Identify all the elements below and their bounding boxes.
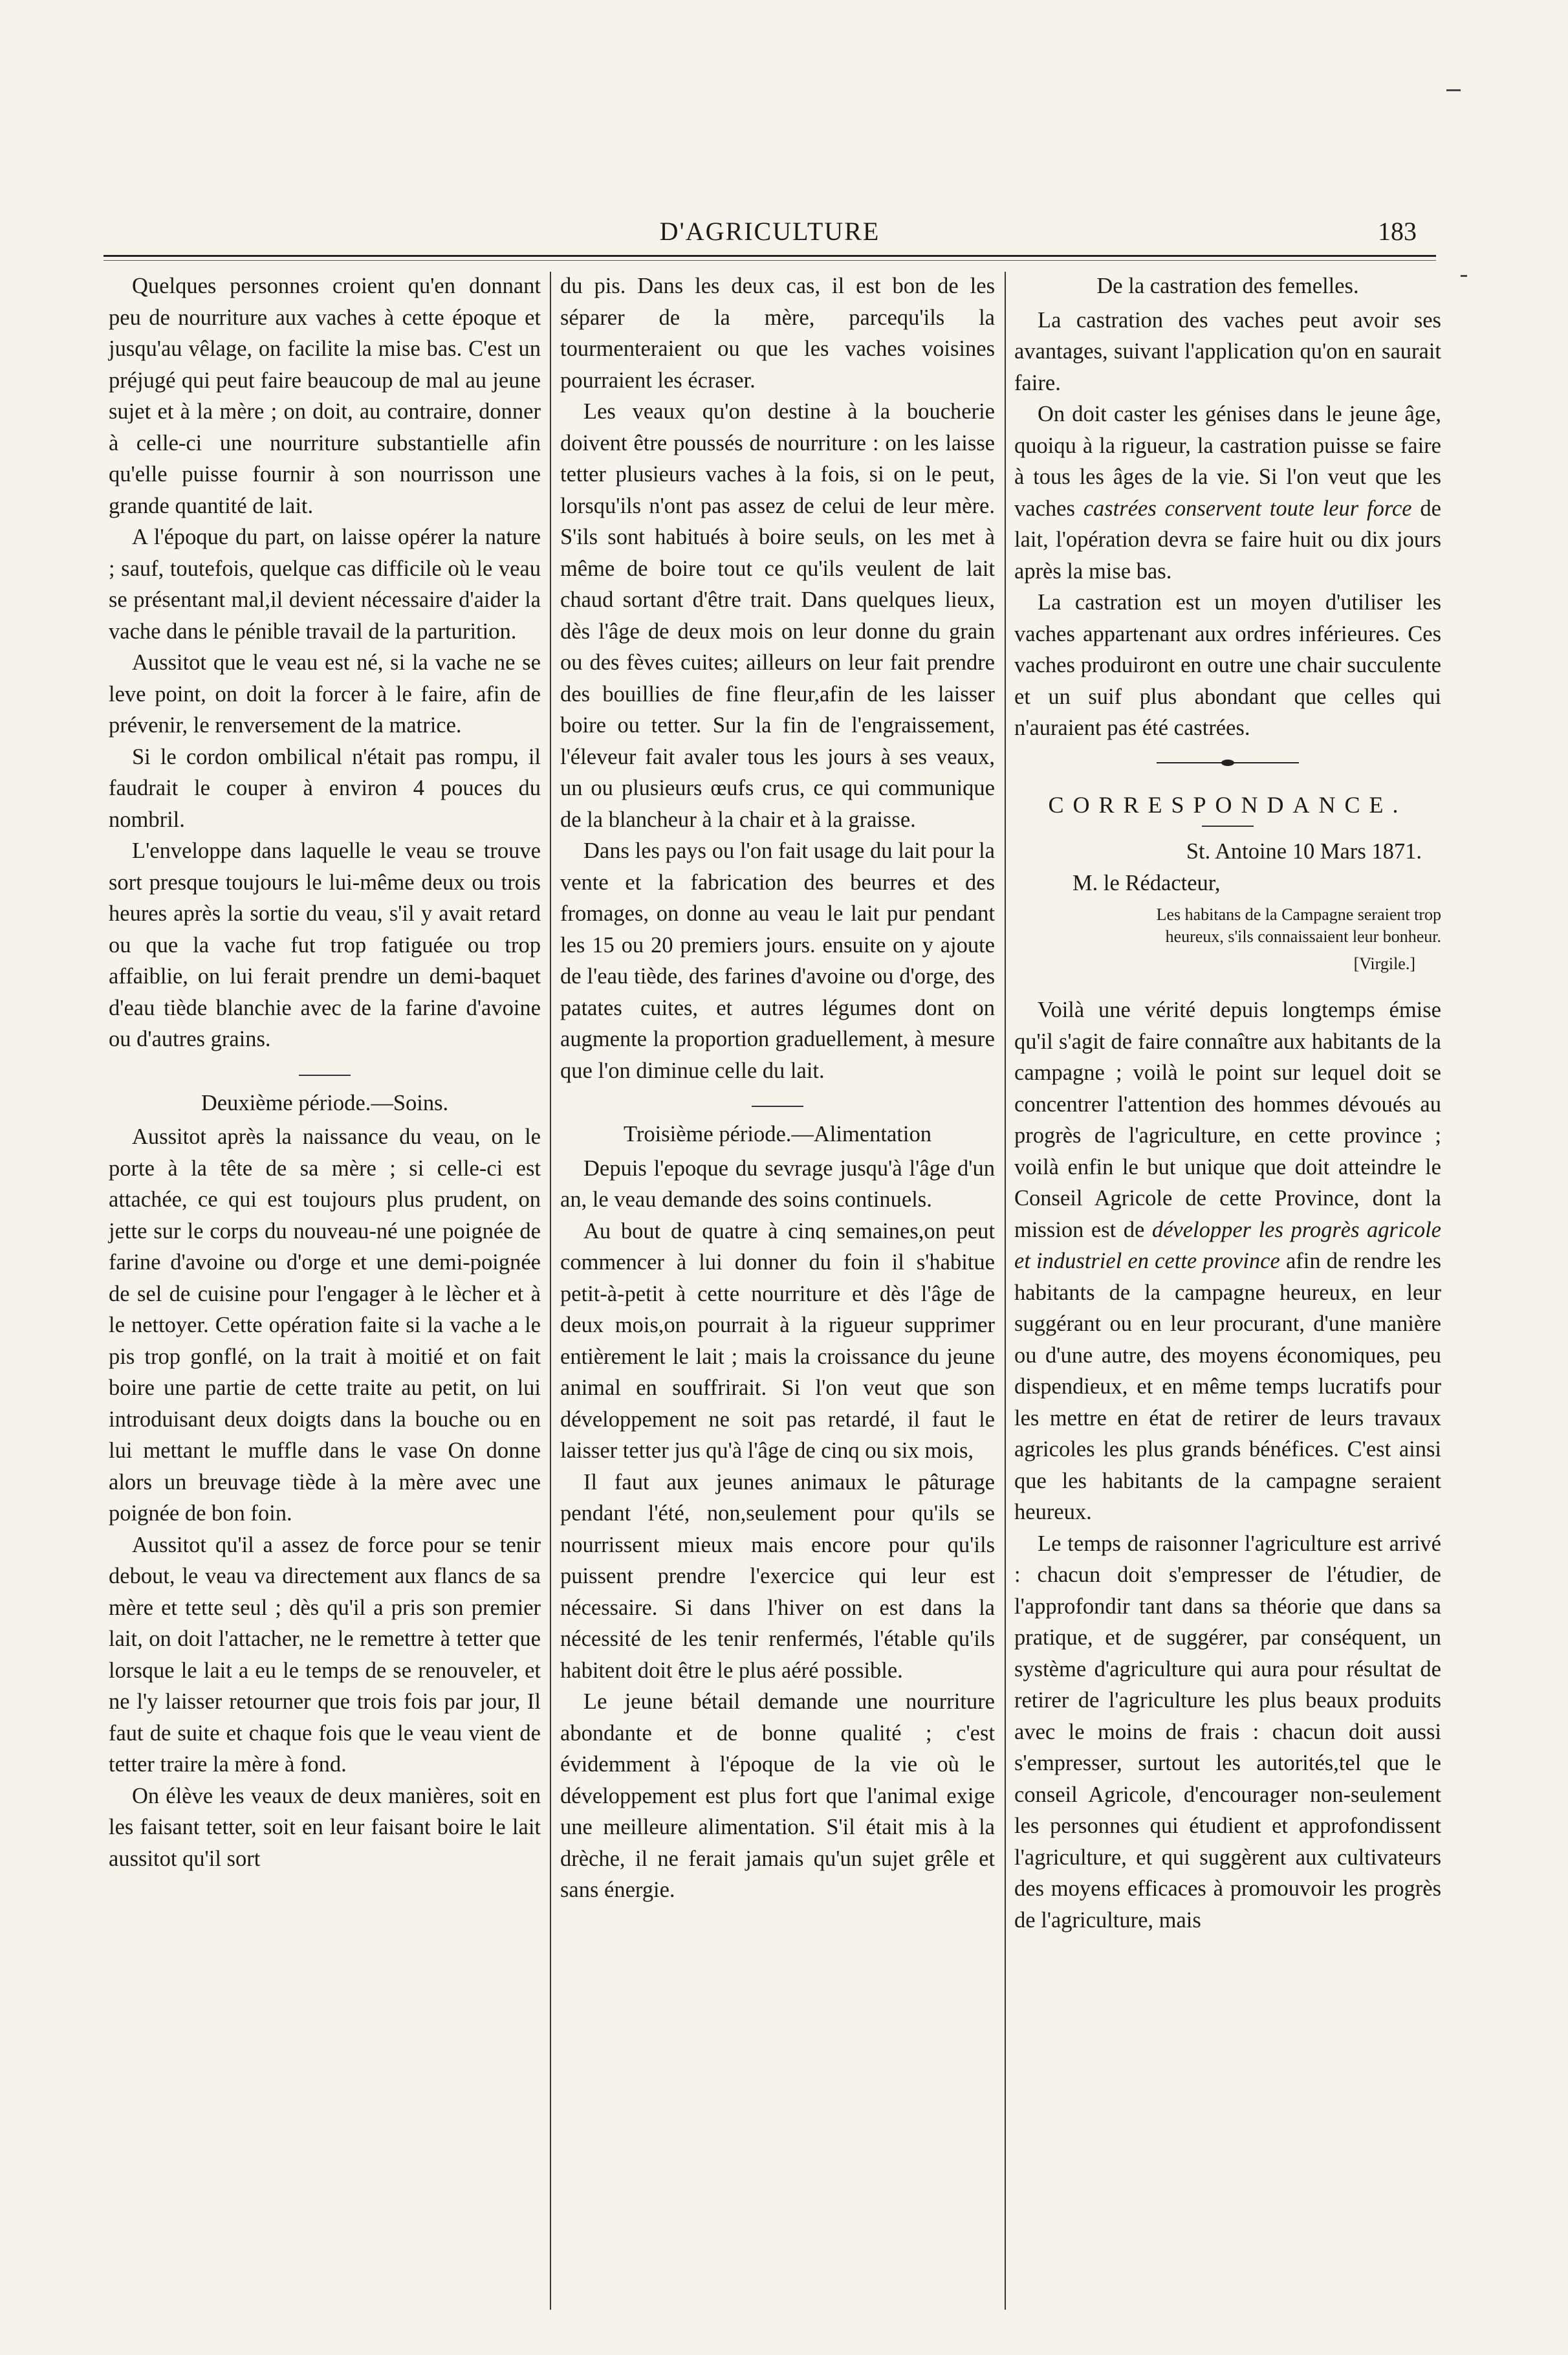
paragraph: Il faut aux jeunes animaux le pâturage pendant l'été, non,seulement pour qu'ils se nourrissent mieux mais encore pour qu'ils puissent prendre l'exercice qui leur est nécessaire. Si dans l'hiver on est dans la nécessité de les tenir renfermés, l'étable qu'ils habitent doit être le plus aéré possible. [560, 1469, 995, 1683]
paragraph: La castration des vaches peut avoir ses avantages, suivant l'application qu'on en saurait faire. [1014, 307, 1441, 395]
column-divider-1 [550, 272, 551, 2310]
margin-mark [1446, 89, 1461, 91]
paragraph: Aussitot qu'il a assez de force pour se tenir debout, le veau va directement aux flancs de sa mère et tette seul ; dès qu'il a pris son premier lait, on doit l'attacher, ne le remettre à tetter que lorsque le lait a eu le temps de se renouveler, et ne l'y laisser retourner que trois fois par jour, Il faut de suite et chaque fois que le veau vient de tetter traire la mère à fond. [109, 1532, 541, 1777]
paragraph: On élève les veaux de deux manières, soit en les faisant tetter, soit en leur faisant boire le lait aussitot qu'il sort [109, 1783, 541, 1871]
paragraph: Si le cordon ombilical n'était pas rompu, il faudrait le couper à environ 4 pouces du nombril. [109, 744, 541, 832]
section-heading: De la castration des femelles. [1096, 274, 1359, 298]
paragraph: Quelques personnes croient qu'en donnant peu de nourriture aux vaches à cette époque et jusqu'au vêlage, on facilite la mise bas. C'est un préjugé qui peut faire beaucoup de mal au jeune sujet et à la mère ; on doit, au contraire, donner à celle-ci une nourriture substantielle afin qu'elle puisse fournir à son nourrisson une grande quantité de lait. [109, 274, 541, 518]
text-run: Voilà une vérité depuis longtemps émise qu'il s'agit de faire connaître aux habitants de la campagne ; voilà le point sur lequel doit se concentrer l'attention des hommes dévoués au progrès de l'agriculture, en cette province ; voilà enfin le but unique que doit atteindre le Conseil Agricole de cette Province, dont la mission est de [1014, 998, 1441, 1242]
paragraph: L'enveloppe dans laquelle le veau se trouve sort presque toujours le lui-même deux ou trois heures après la sortie du veau, s'il y avait retard ou que la vache fut trop fatiguée ou trop affaiblie, on lui ferait prendre un demi-baquet d'eau tiède blanchie avec de la farine d'avoine ou d'autres grains. [109, 838, 541, 1051]
paragraph: Les veaux qu'on destine à la boucherie doivent être poussés de nourriture : on les laisse tetter plusieurs vaches à la fois, si on le peut, lorsqu'ils n'ont pas assez de celui de leur mère. S'ils sont habitués à boire seuls, on les met à même de boire tout ce qu'ils veulent de lait chaud sortant d'être trait. Dans quelques lieux, dès l'âge de deux mois on leur donne du grain ou des fèves cuites; ailleurs on leur fait prendre des bouillies de fine fleur,afin de les laisser boire ou tetter. Sur la fin de l'engraissement, l'éleveur fait avaler tous les jours à ses veaux, un ou plusieurs œufs crus, ce qui communique de la blancheur à la chair et à la graisse. [560, 399, 995, 832]
italic-text-run: développer les progrès agricole et industriel en cette province [1014, 1217, 1441, 1273]
italic-text-run: castrées conservent toute leur force [1083, 496, 1412, 521]
section-separator [752, 1106, 803, 1107]
dateline: St. Antoine 10 Mars 1871. [1186, 839, 1422, 864]
margin-mark [1461, 275, 1467, 277]
ornamental-separator [1157, 762, 1299, 763]
column-divider-2 [1005, 272, 1006, 2310]
page-number: 183 [1378, 217, 1417, 246]
column-2 [560, 270, 995, 1906]
running-title: D'AGRICULTURE [659, 217, 880, 246]
header-rule-thin [103, 260, 1436, 261]
paragraph: Depuis l'epoque du sevrage jusqu'à l'âge d'un an, le veau demande des soins continuels. [560, 1156, 995, 1212]
section-heading: Troisième période.—Alimentation [624, 1122, 931, 1146]
paragraph: Aussitot après la naissance du veau, on le porte à la tête de sa mère ; si celle-ci est attachée, ce qui est toujours plus prudent, on jette sur le corps du nouveau-né une poignée de farine d'avoine ou d'orge et une demi-poignée de sel de cuisine pour l'engager à le lècher et à le nettoyer. Cette opération faite si la vache a le pis trop gonflé, on la trait à moitié et on fait boire une partie de cette traite au petit, on lui introduisant deux doigts dans la bouche ou en lui mettant le muffle dans le vase On donne alors un breuvage tiède à la mère avec une poignée de bon foin. [109, 1124, 541, 1526]
title-rule [1202, 826, 1254, 827]
paragraph [1014, 399, 1441, 587]
header-rule [103, 255, 1436, 257]
paragraph: Dans les pays ou l'on fait usage du lait pour la vente et la fabrication des beurres et des fromages, on donne au veau le lait pur pendant les 15 ou 20 premiers jours. ensuite on y ajoute de l'eau tiède, des farines d'avoine ou d'orge, des patates cuites, et autres légumes dont on augmente la proportion graduellement, à mesure que l'on diminue celle du lait. [560, 838, 995, 1083]
section-heading: Deuxième période.—Soins. [201, 1090, 449, 1115]
text-run: On doit caster les génises dans le jeune âge, quoiqu à la rigueur, la castration puisse se faire à tous les âges de la vie. Si l'on veut que les vaches [1014, 402, 1441, 521]
text-run: afin de rendre les habitants de la campagne heureux, en leur suggérant ou en leur procurant, d'une manière ou d'une autre, des moyens économiques, peu dispendieux, et en même temps lucratifs pour les mettre en état de retirer de leurs travaux agricoles les plus grands bénéfices. C'est ainsi que les habitants de la campagne seraient heureux. [1014, 1249, 1441, 1524]
paragraph: Le temps de raisonner l'agriculture est arrivé : chacun doit s'empresser de l'étudier, de l'approfondir tant dans sa théorie que dans sa pratique, et de suggérer, par conséquent, un système d'agriculture qui aura pour résultat de retirer de l'agriculture les plus beaux produits avec le moins de frais : chacun doit aussi s'empresser, surtout les autorités,tel que le conseil Agricole, d'encourager non-seulement les personnes qui étudient et approfondissent l'agriculture, et qui suggèrent aux cultivateurs des moyens efficaces à promouvoir les progrès de l'agriculture, mais [1014, 1531, 1441, 1933]
column-1 [109, 270, 541, 1874]
text-run: de lait, l'opération devra se faire huit ou dix jours après la mise bas. [1014, 496, 1441, 584]
page-header [103, 207, 1436, 252]
epigraph-citation: [Virgile.] [1353, 954, 1415, 973]
paragraph: La castration est un moyen d'utiliser les vaches appartenant aux ordres inférieures. Ces vaches produiront en outre une chair succulente et un suif plus abondant que celles qui n'auraient pas été castrées. [1014, 590, 1441, 740]
paragraph: Aussitot que le veau est né, si la vache ne se leve point, on doit la forcer à le faire, afin de prévenir, le renversement de la matrice. [109, 650, 541, 738]
correspondence-title: CORRESPONDANCE. [1048, 791, 1408, 818]
column-3 [1014, 270, 1441, 1936]
paragraph: A l'époque du part, on laisse opérer la nature ; sauf, toutefois, quelque cas difficile où le veau se présentant mal,il devient nécessaire d'aider la vache dans le pénible travail de la parturition. [109, 525, 541, 644]
paragraph [1014, 994, 1441, 1528]
salutation: M. le Rédacteur, [1073, 870, 1221, 895]
paragraph: Le jeune bétail demande une nourriture abondante et de bonne qualité ; c'est évidemment à l'époque de la vie où le développement est plus fort que l'animal exige une meilleure alimentation. S'il était mis à la drèche, il ne ferait jamais qu'un sujet grêle et sans énergie. [560, 1689, 995, 1902]
epigraph: Les habitans de la Campagne seraient trop heureux, s'ils connaissaient leur bonheur. [1156, 905, 1441, 946]
section-separator [299, 1075, 351, 1076]
paragraph: Au bout de quatre à cinq semaines,on peut commencer à lui donner du foin il s'habitue petit-à-petit à cette nourriture et dès l'âge de deux mois,on pourrait à la rigueur supprimer entièrement le lait ; mais la croissance du jeune animal en souffrirait. Si l'on veut que son développement ne soit pas retardé, il faut le laisser tetter jus qu'à l'âge de cinq ou six mois, [560, 1218, 995, 1463]
paragraph: du pis. Dans les deux cas, il est bon de les séparer de la mère, parcequ'ils la tourmenteraient ou que les vaches voisines pourraient les écraser. [560, 274, 995, 393]
